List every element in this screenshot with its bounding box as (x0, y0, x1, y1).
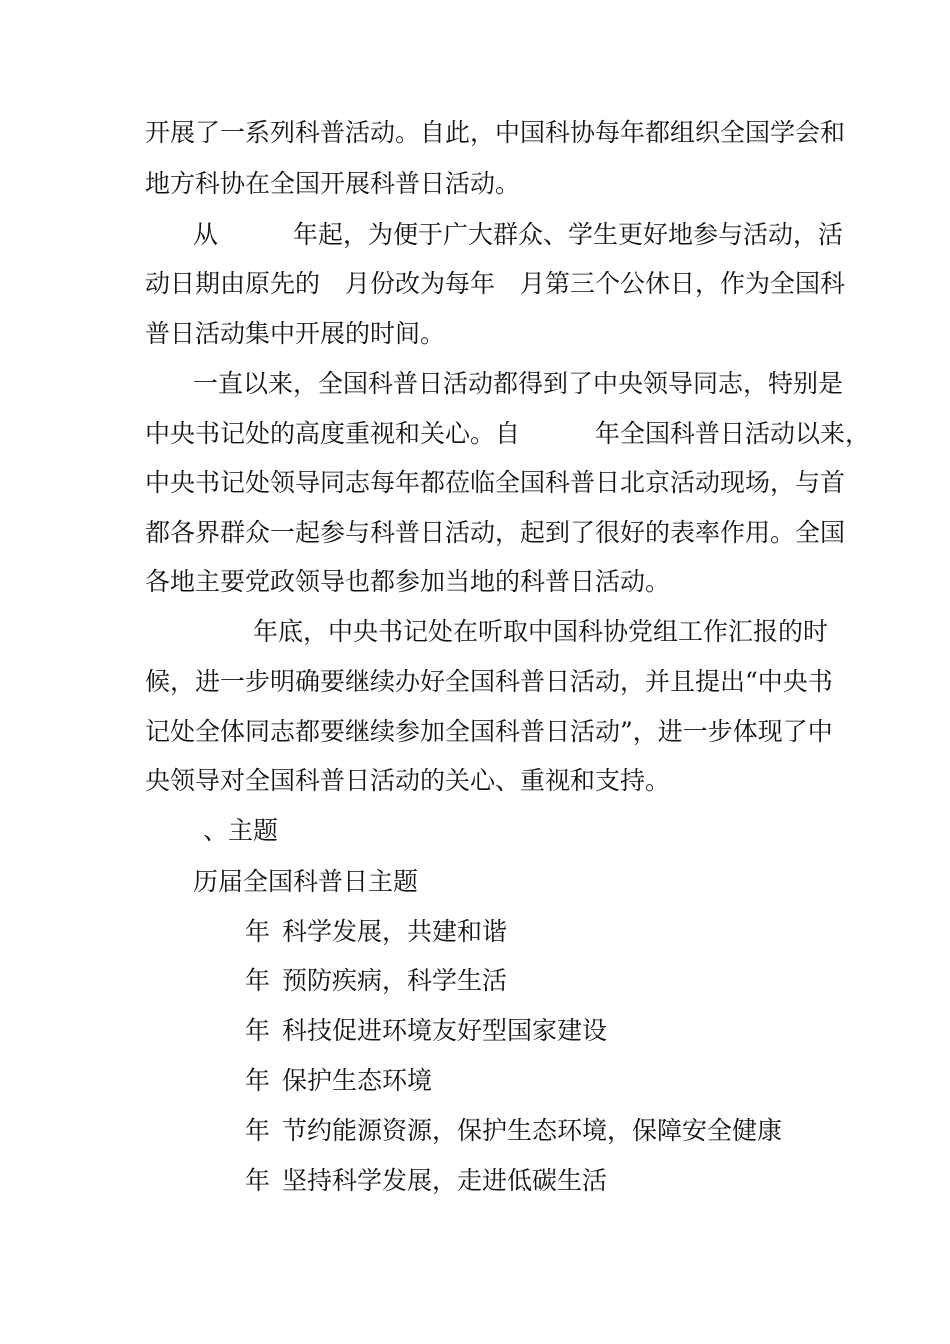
paragraph-1-line-1: 开展了一系列科普活动。自此，中国科协每年都组织全国学会和 (145, 118, 846, 147)
paragraph-3-line-4: 都各界群众一起参与科普日活动，起到了很好的表率作用。全国 (145, 518, 846, 547)
theme-item-6-text: 坚持科学发展，走进低碳生活 (282, 1166, 608, 1195)
theme-item-2-text: 预防疾病，科学生活 (282, 966, 508, 995)
paragraph-3-line-3: 中央书记处领导同志每年都莅临全国科普日北京活动现场，与首 (145, 468, 846, 497)
theme-item-1-text: 科学发展，共建和谐 (282, 917, 508, 946)
theme-item-1-year: 年 (245, 917, 271, 946)
paragraph-2-line-2: 动日期由原先的 月份改为每年 月第三个公休日，作为全国科 (145, 269, 846, 298)
paragraph-3-line-2: 中央书记处的高度重视和关心。自 年全国科普日活动以来， (145, 419, 871, 448)
paragraph-3-line-1: 一直以来，全国科普日活动都得到了中央领导同志，特别是 (193, 369, 844, 398)
theme-item-5-text: 节约能源资源，保护生态环境，保障安全健康 (282, 1116, 783, 1145)
themes-title: 历届全国科普日主题 (193, 867, 419, 896)
paragraph-2-line-3: 普日活动集中开展的时间。 (145, 319, 446, 348)
theme-item-3-text: 科技促进环境友好型国家建设 (282, 1016, 608, 1045)
paragraph-2-line-1: 从 年起，为便于广大群众、学生更好地参与活动，活 (193, 220, 844, 249)
paragraph-4-line-1: 年底，中央书记处在听取中国科协党组工作汇报的时 (253, 617, 829, 646)
theme-item-5-year: 年 (245, 1116, 271, 1145)
paragraph-4-line-4: 央领导对全国科普日活动的关心、重视和支持。 (145, 766, 671, 795)
section-heading: 、主题 (203, 816, 279, 845)
paragraph-1-line-2: 地方科协在全国开展科普日活动。 (145, 169, 521, 198)
theme-item-4-text: 保护生态环境 (282, 1066, 433, 1095)
theme-item-3-year: 年 (245, 1016, 271, 1045)
paragraph-4-line-3: 记处全体同志都要继续参加全国科普日活动”，进一步体现了中 (145, 717, 833, 746)
paragraph-4-line-2: 候，进一步明确要继续办好全国科普日活动，并且提出“中央书 (145, 667, 833, 696)
theme-item-4-year: 年 (245, 1066, 271, 1095)
theme-item-2-year: 年 (245, 966, 271, 995)
paragraph-3-line-5: 各地主要党政领导也都参加当地的科普日活动。 (145, 567, 671, 596)
theme-item-6-year: 年 (245, 1166, 271, 1195)
